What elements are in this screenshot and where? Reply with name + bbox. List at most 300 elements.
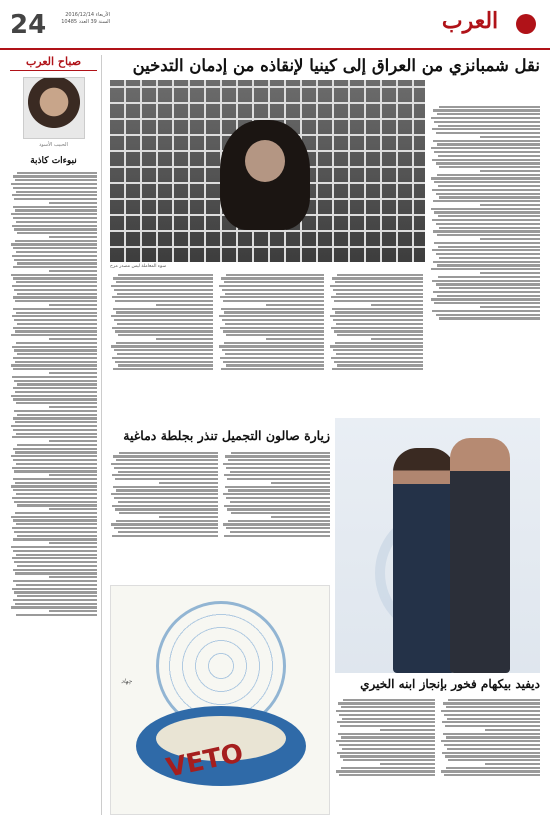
text-line xyxy=(16,554,97,556)
text-line xyxy=(15,421,97,423)
text-line xyxy=(12,588,97,590)
text-line xyxy=(271,482,330,484)
text-line xyxy=(224,505,330,507)
text-line xyxy=(434,242,540,244)
text-line xyxy=(439,287,540,289)
text-line xyxy=(14,259,97,261)
text-line xyxy=(445,725,540,727)
text-line xyxy=(14,349,97,351)
text-line xyxy=(13,277,97,279)
text-line xyxy=(11,183,97,185)
text-line xyxy=(380,763,435,765)
text-line xyxy=(226,364,324,366)
text-line xyxy=(337,752,435,754)
text-line xyxy=(11,606,97,608)
text-line xyxy=(333,319,423,321)
text-line xyxy=(17,172,97,174)
text-line xyxy=(13,538,97,540)
text-line xyxy=(225,486,330,488)
text-line xyxy=(480,306,541,308)
text-line xyxy=(340,755,435,757)
text-line xyxy=(480,238,541,240)
text-line xyxy=(14,380,97,382)
text-line xyxy=(117,293,213,295)
text-line xyxy=(221,277,324,279)
text-line xyxy=(339,744,435,746)
text-line xyxy=(437,174,540,176)
text-line xyxy=(11,425,97,427)
text-line xyxy=(447,748,540,750)
text-line xyxy=(49,202,97,204)
text-line xyxy=(117,353,213,355)
salon-headline: زيارة صالون التجميل تنذر بجلطة دماغية xyxy=(123,428,330,443)
text-line xyxy=(118,364,213,366)
text-line xyxy=(330,345,423,347)
text-line xyxy=(16,221,97,223)
page-number: 24 xyxy=(10,10,47,40)
text-line xyxy=(14,410,97,412)
text-line xyxy=(13,417,97,419)
text-line xyxy=(115,300,213,302)
text-line xyxy=(437,295,540,297)
text-line xyxy=(438,276,540,278)
text-line xyxy=(336,710,435,712)
text-line xyxy=(221,308,324,310)
text-line xyxy=(113,368,213,370)
text-line xyxy=(16,433,97,435)
text-line xyxy=(13,296,97,298)
text-line xyxy=(13,489,97,491)
text-line xyxy=(438,125,540,127)
text-line xyxy=(432,280,540,282)
text-line xyxy=(266,338,324,340)
text-line xyxy=(332,277,423,279)
text-line xyxy=(432,189,540,191)
text-line xyxy=(12,315,97,317)
main-headline: نقل شمبانزي من العراق إلى كينيا لإنقاذه من إدمان التدخين xyxy=(132,56,540,75)
text-line xyxy=(442,721,540,723)
text-line xyxy=(220,357,324,359)
text-line xyxy=(116,489,218,491)
text-line xyxy=(342,748,435,750)
text-line xyxy=(13,550,97,552)
text-line xyxy=(13,519,97,521)
veto-cartoon xyxy=(110,585,330,815)
text-line xyxy=(13,478,97,480)
text-line xyxy=(13,368,97,370)
text-line xyxy=(114,467,218,469)
text-line xyxy=(434,121,540,123)
text-line xyxy=(431,298,540,300)
text-line xyxy=(219,315,324,317)
text-line xyxy=(49,576,97,578)
text-line xyxy=(221,368,324,370)
text-line xyxy=(13,217,97,219)
text-line xyxy=(334,361,423,363)
text-line xyxy=(112,505,218,507)
text-line xyxy=(448,759,540,761)
text-line xyxy=(224,535,330,537)
text-line xyxy=(15,209,97,211)
text-line xyxy=(443,702,540,704)
text-line xyxy=(337,274,423,276)
text-line xyxy=(16,281,97,283)
text-line xyxy=(225,293,324,295)
text-line xyxy=(439,257,540,259)
text-line xyxy=(11,516,97,518)
text-line xyxy=(343,759,435,761)
text-line xyxy=(116,520,218,522)
text-line xyxy=(17,323,97,325)
text-line xyxy=(224,281,324,283)
text-line xyxy=(49,236,97,238)
text-line xyxy=(17,293,97,295)
text-line xyxy=(12,557,97,559)
text-line xyxy=(15,179,97,181)
text-line xyxy=(223,300,324,302)
text-line xyxy=(16,342,97,344)
text-line xyxy=(17,565,97,567)
text-line xyxy=(436,132,541,134)
text-line xyxy=(445,755,540,757)
text-line xyxy=(433,261,540,263)
text-line xyxy=(112,327,213,329)
text-line xyxy=(12,467,97,469)
text-line xyxy=(156,338,213,340)
man-figure xyxy=(450,438,510,673)
text-line xyxy=(434,211,540,213)
text-line xyxy=(480,136,541,138)
text-line xyxy=(336,293,423,295)
main-story-body-col3 xyxy=(218,272,324,414)
text-line xyxy=(442,752,540,754)
text-line xyxy=(17,595,97,597)
text-line xyxy=(17,232,97,234)
cartoonist-signature: ﭼﻬﺎﺩ xyxy=(121,678,132,685)
text-line xyxy=(444,774,540,776)
text-line xyxy=(336,740,435,742)
chimpanzee-face xyxy=(245,140,285,182)
text-line xyxy=(433,109,540,111)
text-line xyxy=(336,323,423,325)
text-line xyxy=(224,342,324,344)
text-line xyxy=(438,246,540,248)
text-line xyxy=(49,372,97,374)
text-line xyxy=(115,508,218,510)
text-line xyxy=(438,155,540,157)
text-line xyxy=(231,512,330,514)
text-line xyxy=(436,314,541,316)
text-line xyxy=(14,501,97,503)
text-line xyxy=(13,175,97,177)
text-line xyxy=(12,436,97,438)
text-line xyxy=(115,330,213,332)
text-line xyxy=(13,569,97,571)
text-line xyxy=(11,546,97,548)
text-line xyxy=(337,721,435,723)
text-line xyxy=(437,143,540,145)
text-line xyxy=(12,194,97,196)
text-line xyxy=(340,725,435,727)
text-line xyxy=(332,368,423,370)
text-line xyxy=(436,223,541,225)
text-line xyxy=(114,527,218,529)
text-line xyxy=(13,429,97,431)
text-line xyxy=(15,300,97,302)
text-line xyxy=(116,311,213,313)
text-line xyxy=(11,243,97,245)
text-line xyxy=(15,240,97,242)
text-line xyxy=(15,482,97,484)
text-line xyxy=(441,770,540,772)
text-line xyxy=(15,330,97,332)
text-line xyxy=(159,516,218,518)
text-line xyxy=(13,398,97,400)
text-line xyxy=(113,308,213,310)
logo-mark-icon xyxy=(516,14,536,34)
text-line xyxy=(434,181,540,183)
text-line xyxy=(113,486,218,488)
text-line xyxy=(13,387,97,389)
text-line xyxy=(335,342,423,344)
text-line xyxy=(117,323,213,325)
text-line xyxy=(13,308,97,310)
text-line xyxy=(12,285,97,287)
text-line xyxy=(432,310,540,312)
text-line xyxy=(434,302,540,304)
text-line xyxy=(446,706,540,708)
text-line xyxy=(49,304,97,306)
text-line xyxy=(225,455,330,457)
photo-caption: سوء المعاملة ليس مصدر مرح xyxy=(110,264,167,269)
text-line xyxy=(111,315,213,317)
text-line xyxy=(341,767,435,769)
text-line xyxy=(12,346,97,348)
text-line xyxy=(228,520,330,522)
text-line xyxy=(13,187,97,189)
text-line xyxy=(14,591,97,593)
text-line xyxy=(17,444,97,446)
text-line xyxy=(448,699,540,701)
text-line xyxy=(338,733,435,735)
text-line xyxy=(336,353,423,355)
text-line xyxy=(223,361,324,363)
text-line xyxy=(480,204,541,206)
text-line xyxy=(12,376,97,378)
text-line xyxy=(118,471,218,473)
text-line xyxy=(432,128,540,130)
text-line xyxy=(116,459,218,461)
text-line xyxy=(431,208,540,210)
text-line xyxy=(11,485,97,487)
text-line xyxy=(17,504,97,506)
text-line xyxy=(17,383,97,385)
text-line xyxy=(112,535,218,537)
text-line xyxy=(225,323,324,325)
text-line xyxy=(330,285,423,287)
text-line xyxy=(114,349,213,351)
text-line xyxy=(439,196,540,198)
text-line xyxy=(439,106,540,108)
text-line xyxy=(14,289,97,291)
text-line xyxy=(333,349,423,351)
text-line xyxy=(436,162,541,164)
beckham-body-col1 xyxy=(440,697,540,815)
text-line xyxy=(112,474,218,476)
text-line xyxy=(16,402,97,404)
text-line xyxy=(13,357,97,359)
text-line xyxy=(337,364,423,366)
text-line xyxy=(49,270,97,272)
text-line xyxy=(337,334,423,336)
text-line xyxy=(438,215,540,217)
text-line xyxy=(441,710,540,712)
text-line xyxy=(271,516,330,518)
text-line xyxy=(432,249,540,251)
text-line xyxy=(335,311,423,313)
text-line xyxy=(341,736,435,738)
text-line xyxy=(432,219,540,221)
text-line xyxy=(230,531,330,533)
text-line xyxy=(223,463,330,465)
text-line xyxy=(115,361,213,363)
text-line xyxy=(433,200,540,202)
text-line xyxy=(225,353,324,355)
text-line xyxy=(334,300,423,302)
text-line xyxy=(14,561,97,563)
text-line xyxy=(12,497,97,499)
beckham-body-col2 xyxy=(335,697,435,815)
veto-word: VETO xyxy=(163,738,247,784)
text-line xyxy=(380,729,435,731)
text-line xyxy=(335,281,423,283)
text-line xyxy=(13,580,97,582)
text-line xyxy=(156,304,213,306)
text-line xyxy=(14,470,97,472)
text-line xyxy=(116,281,213,283)
text-line xyxy=(444,714,540,716)
column-title: صباح العرب xyxy=(10,55,97,71)
text-line xyxy=(226,527,330,529)
text-line xyxy=(14,531,97,533)
text-line xyxy=(111,523,218,525)
text-line xyxy=(433,140,540,142)
text-line xyxy=(439,317,540,319)
text-line xyxy=(266,304,324,306)
text-line xyxy=(118,334,213,336)
text-line xyxy=(339,774,435,776)
text-line xyxy=(16,312,97,314)
text-line xyxy=(223,523,330,525)
text-line xyxy=(11,334,97,336)
text-line xyxy=(334,330,423,332)
text-line xyxy=(13,599,97,601)
text-line xyxy=(485,729,540,731)
text-line xyxy=(14,319,97,321)
text-line xyxy=(227,508,330,510)
text-line xyxy=(13,206,97,208)
beckham-headline: ديفيد بيكهام فخور بإنجاز ابنه الخيري xyxy=(360,677,540,691)
text-line xyxy=(224,474,330,476)
text-line xyxy=(49,440,97,442)
salon-body-col1 xyxy=(222,450,330,578)
text-line xyxy=(336,770,435,772)
text-line xyxy=(112,357,213,359)
issue-info xyxy=(50,12,110,26)
column-body xyxy=(10,170,97,810)
text-line xyxy=(49,542,97,544)
text-line xyxy=(118,501,218,503)
main-story-body-col2 xyxy=(329,272,423,414)
text-line xyxy=(331,357,423,359)
text-line xyxy=(15,391,97,393)
text-line xyxy=(371,338,423,340)
text-line xyxy=(16,251,97,253)
text-line xyxy=(223,493,330,495)
author-photo xyxy=(23,77,85,139)
text-line xyxy=(49,338,97,340)
text-line xyxy=(11,274,97,276)
text-line xyxy=(111,285,213,287)
text-line xyxy=(220,327,324,329)
text-line xyxy=(437,234,540,236)
date-line: الأربعاء 2016/12/14 xyxy=(65,12,110,18)
text-line xyxy=(222,319,324,321)
text-line xyxy=(230,471,330,473)
text-line xyxy=(113,277,213,279)
text-line xyxy=(114,289,213,291)
text-line xyxy=(16,191,97,193)
text-line xyxy=(111,345,213,347)
column-headline: نبوءات كاذبة xyxy=(30,156,77,166)
text-line xyxy=(431,177,540,179)
text-line xyxy=(111,463,218,465)
text-line xyxy=(480,272,541,274)
text-line xyxy=(16,614,97,616)
text-line xyxy=(480,170,541,172)
text-line xyxy=(446,736,540,738)
text-line xyxy=(339,714,435,716)
text-line xyxy=(332,308,423,310)
text-line xyxy=(13,266,97,268)
text-line xyxy=(112,296,213,298)
text-line xyxy=(11,213,97,215)
text-line xyxy=(17,262,97,264)
text-line xyxy=(331,327,423,329)
text-line xyxy=(219,285,324,287)
text-line xyxy=(371,304,423,306)
text-line xyxy=(15,512,97,514)
text-line xyxy=(49,406,97,408)
text-line xyxy=(436,193,541,195)
text-line xyxy=(224,311,324,313)
text-line xyxy=(15,361,97,363)
text-line xyxy=(111,493,218,495)
text-line xyxy=(436,283,541,285)
text-line xyxy=(12,527,97,529)
text-line xyxy=(14,198,97,200)
text-line xyxy=(15,451,97,453)
text-line xyxy=(16,493,97,495)
text-line xyxy=(431,117,540,119)
text-line xyxy=(446,767,540,769)
text-line xyxy=(49,474,97,476)
text-line xyxy=(17,353,97,355)
text-line xyxy=(119,512,218,514)
main-story-body-col4 xyxy=(110,272,213,414)
text-line xyxy=(227,478,330,480)
woman-figure xyxy=(393,448,455,673)
